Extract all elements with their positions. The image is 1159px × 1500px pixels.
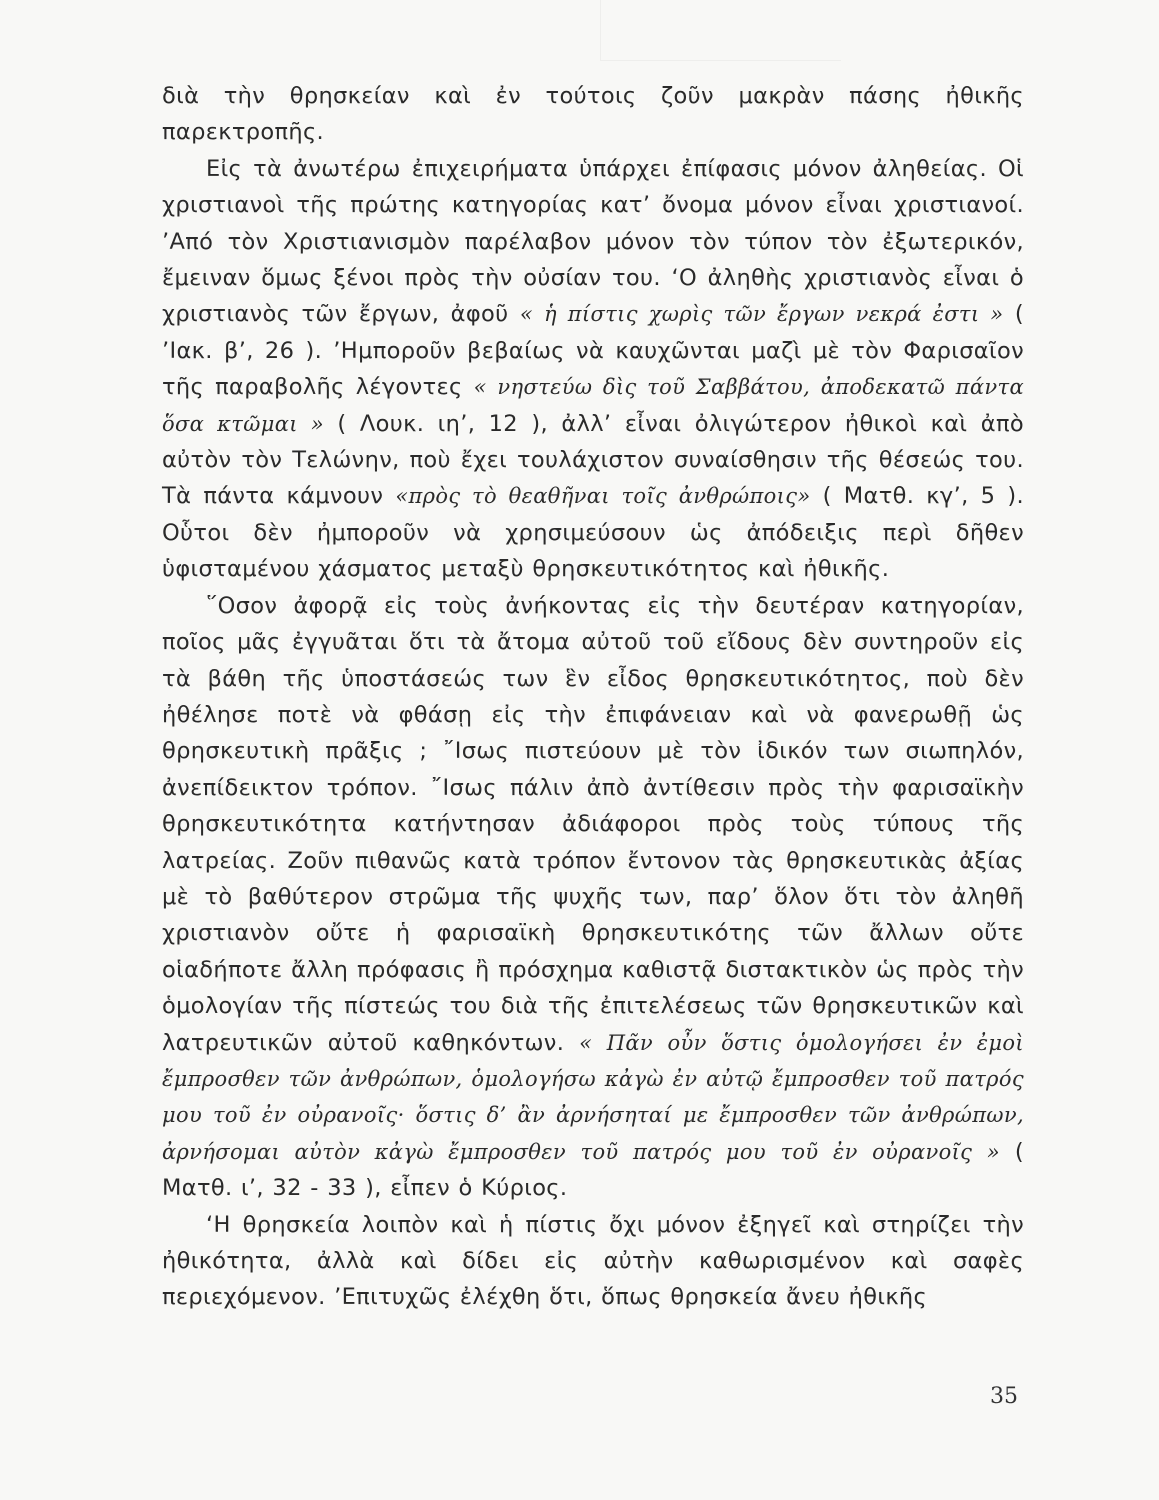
- text-span: Εἰς τὰ ἀνωτέρω ἐπιχειρήματα ὑπάρχει ἐπίφασις μόνον ἀληθείας. Οἱ χριστιανοὶ τῆς πρώτης κατηγορίας κατ’ ὄνομα μόνον εἶναι χριστιανοί. ’Από τὸν Χριστιανισμὸν παρέλαβον μόνον τὸν τύπον τὸν ἐξωτερικόν, ἔμειναν ὅμως ξένοι πρὸς τὴν οὐσίαν του. ‘Ο ἀληθὴς χριστιανὸς εἶναι ὁ χριστιανὸς τῶν ἔργων, ἀφοῦ: [162, 155, 1024, 328]
- bleed-through-mark: [600, 0, 841, 61]
- text-span: διὰ τὴν θρησκείαν καὶ ἐν τούτοις ζοῦν μακρὰν πάσης ἠθικῆς παρεκτροπῆς.: [162, 83, 1024, 146]
- paragraph-1: [162, 78, 1024, 151]
- paragraph-4: [162, 1207, 1024, 1316]
- scripture-quote: « Πᾶν οὖν ὅστις ὁμολογήσει ἐν ἐμοὶ ἔμπροσθεν τῶν ἀνθρώπων, ὁμολογήσω κἀγὼ ἐν αὐτῷ ἔμπροσθεν τοῦ πατρός μου τοῦ ἐν οὐρανοῖς· ὅστις δ’ ἂν ἀρνήσηταί με ἔμπροσθεν τῶν ἀνθρώπων, ἀρνήσομαι αὐτὸν κἀγὼ ἔμπροσθεν τοῦ πατρός μου τοῦ ἐν οὐρανοῖς »: [162, 1030, 1024, 1164]
- text-span: ( Λουκ. ιη’, 12 ), ἀλλ’ εἶναι ὀλιγώτερον ἠθικοὶ καὶ ἀπὸ αὐτὸν τὸν Τελώνην, ποὺ ἔχει τουλάχιστον συναίσθησιν τῆς θέσεώς του. Τὰ πάντα κάμνουν: [162, 410, 1024, 510]
- scripture-quote: « νηστεύω δὶς τοῦ Σαββάτου, ἀποδεκατῶ πάντα ὅσα κτῶμαι »: [162, 375, 1024, 436]
- scripture-quote: « ἡ πίστις χωρὶς τῶν ἔργων νεκρά ἐστι »: [519, 302, 1004, 327]
- text-span: ( Ματθ. κγ’, 5 ). Οὗτοι δὲν ἠμποροῦν νὰ χρησιμεύσουν ὡς ἀπόδειξις περὶ δῆθεν ὑφισταμένου χάσματος μεταξὺ θρησκευτικότητος καὶ ἠθικῆς.: [162, 483, 1024, 583]
- text-span: ‘Η θρησκεία λοιπὸν καὶ ἡ πίστις ὄχι μόνον ἐξηγεῖ καὶ στηρίζει τὴν ἠθικότητα, ἀλλὰ καὶ δίδει εἰς αὐτὴν καθωρισμένον καὶ σαφὲς περιεχόμενον. ’Επιτυχῶς ἐλέχθη ὅτι, ὅπως θρησκεία ἄνευ ἠθικῆς: [162, 1211, 1024, 1311]
- page-number: 35: [990, 1384, 1018, 1409]
- text-span: ( ’Ιακ. β’, 26 ). ’Ημποροῦν βεβαίως νὰ καυχῶνται μαζὶ μὲ τὸν Φαρισαῖον τῆς παραβολῆς λέγοντες: [162, 301, 1024, 401]
- body-text: [162, 78, 1024, 1316]
- text-span: ῞Οσον ἀφορᾷ εἰς τοὺς ἀνήκοντας εἰς τὴν δευτέραν κατηγορίαν, ποῖος μᾶς ἐγγυᾶται ὅτι τὰ ἄτομα αὐτοῦ τοῦ εἴδους δὲν συντηροῦν εἰς τὰ βάθη τῆς ὑποστάσεώς των ἓν εἶδος θρησκευτικότητος, ποὺ δὲν ἠθέλησε ποτὲ νὰ φθάσῃ εἰς τὴν ἐπιφάνειαν καὶ νὰ φανερωθῇ ὡς θρησκευτικὴ πρᾶξις ; ῎Ισως πιστεύουν μὲ τὸν ἰδικόν των σιωπηλόν, ἀνεπίδεικτον τρόπον. ῎Ισως πάλιν ἀπὸ ἀντίθεσιν πρὸς τὴν φαρισαϊκὴν θρησκευτικότητα κατήντησαν ἀδιάφοροι πρὸς τοὺς τύπους τῆς λατρείας. Ζοῦν πιθανῶς κατὰ τρόπον ἔντονον τὰς θρησκευτικὰς ἀξίας μὲ τὸ βαθύτερον στρῶμα τῆς ψυχῆς των, παρ’ ὅλον ὅτι τὸν ἀληθῆ χριστιανὸν οὔτε ἡ φαρισαϊκὴ θρησκευτικότης τῶν ἄλλων οὔτε οἱαδήποτε ἄλλη πρόφασις ἢ πρόσχημα καθιστᾷ διστακτικὸν ὡς πρὸς τὴν ὁμολογίαν τῆς πίστεώς του διὰ τῆς ἐπιτελέσεως τῶν θρησκευτικῶν καὶ λατρευτικῶν αὐτοῦ καθηκόντων.: [162, 592, 1024, 1056]
- paragraph-3: [162, 588, 1024, 1207]
- paragraph-2: [162, 151, 1024, 588]
- scripture-quote: «πρὸς τὸ θεαθῆναι τοῖς ἀνθρώποις»: [395, 484, 811, 509]
- text-span: ( Ματθ. ι’, 32 - 33 ), εἶπεν ὁ Κύριος.: [162, 1138, 1024, 1202]
